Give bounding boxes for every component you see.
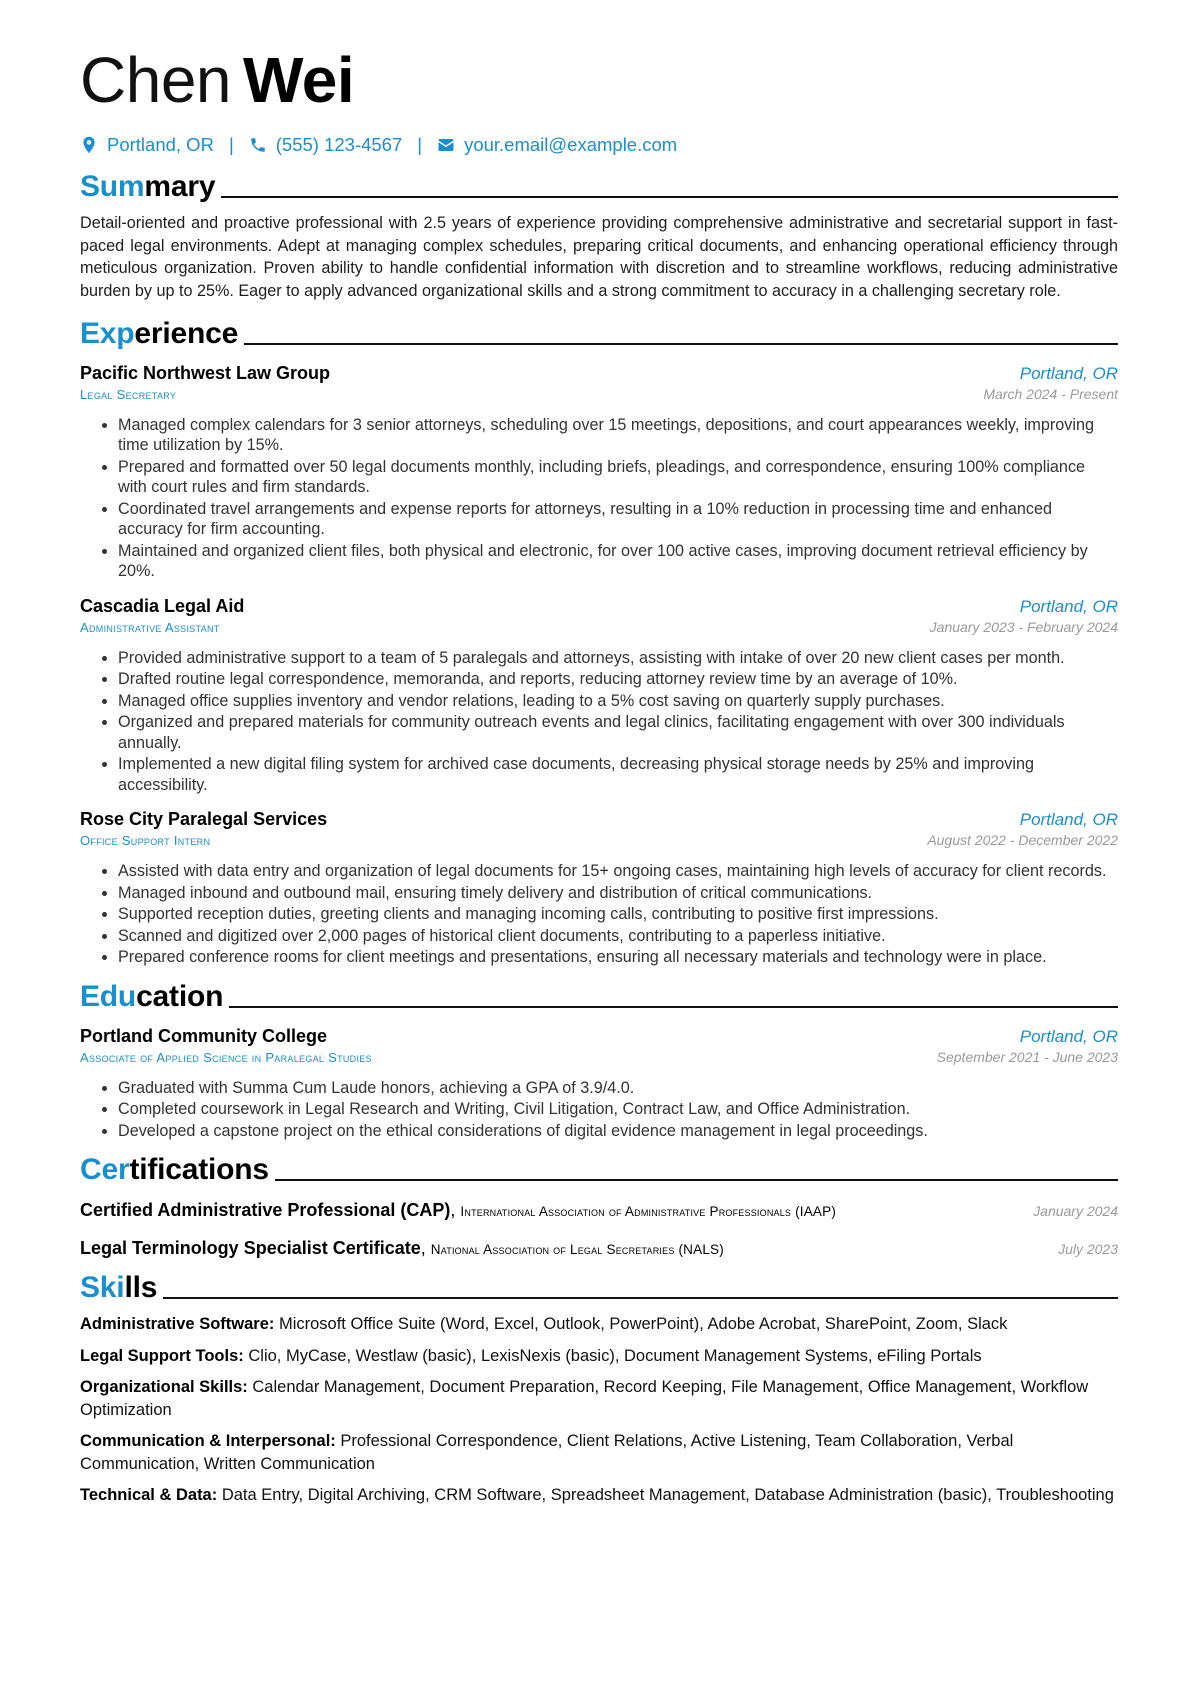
list-item: • Developed a capstone project on the ethical considerations of digital evidence management in legal proceedings. — [118, 1121, 1118, 1142]
list-item: • Managed complex calendars for 3 senior attorneys, scheduling over 15 meetings, depositions, and court appearances weekly, improving time utilization by 15%. — [118, 415, 1118, 456]
first-name: Chen — [80, 44, 231, 116]
skill-value: Microsoft Office Suite (Word, Excel, Outlook, PowerPoint), Adobe Acrobat, SharePoint, Zoom, Slack — [278, 1315, 1008, 1334]
contact-line — [80, 132, 1118, 158]
skill-value: Clio, MyCase, Westlaw (basic), LexisNexis (basic), Document Management Systems, eFiling Portals — [248, 1346, 982, 1365]
certification-issuer: National Association of Legal Secretaries (NALS) — [430, 1242, 724, 1258]
resume-page — [80, 38, 1118, 1507]
skill-row — [80, 1484, 1118, 1507]
experience-entry — [80, 809, 1118, 968]
skill-label: Legal Support Tools: — [80, 1346, 244, 1365]
experience-entry — [80, 363, 1118, 582]
section-rule — [229, 1006, 1118, 1008]
skill-label: Organizational Skills: — [80, 1378, 248, 1397]
contact-location — [80, 134, 214, 156]
contact-phone[interactable] — [249, 134, 403, 156]
entry-location: Portland, OR — [1019, 363, 1118, 383]
skills-heading: Skills — [80, 1267, 1118, 1307]
employer-name: Cascadia Legal Aid — [80, 595, 245, 616]
skill-value: Professional Correspondence, Client Relations, Active Listening, Team Collaboration, Verbal Communication, Written Communication — [80, 1432, 1014, 1473]
employer-name: Rose City Paralegal Services — [80, 809, 328, 830]
bullet-list — [80, 415, 1118, 582]
phone-icon — [249, 136, 267, 154]
certification-date: July 2023 — [1058, 1241, 1118, 1258]
phone-text: (555) 123-4567 — [275, 134, 403, 155]
envelope-icon — [437, 136, 455, 154]
certification-name: Legal Terminology Specialist Certificate — [80, 1238, 421, 1259]
certification-issuer: International Association of Administrative Professionals (IAAP) — [460, 1204, 837, 1220]
list-item: • Assisted with data entry and organization of legal documents for 15+ ongoing cases, maintaining high levels of accuracy for client records. — [118, 861, 1118, 882]
contact-separator: | — [417, 134, 423, 155]
skill-value: Data Entry, Digital Archiving, CRM Software, Spreadsheet Management, Database Administration (basic), Troubleshooting — [221, 1486, 1114, 1505]
experience-entry — [80, 596, 1118, 796]
list-item: • Maintained and organized client files, both physical and electronic, for over 100 active cases, improving document retrieval efficiency by 20%. — [118, 541, 1118, 582]
certifications-heading: Certifications — [80, 1149, 1118, 1189]
bullet-list — [80, 1078, 1118, 1142]
list-item: • Provided administrative support to a team of 5 paralegals and attorneys, assisting with intake of over 20 new client cases per month. — [118, 648, 1118, 669]
entry-location: Portland, OR — [1019, 810, 1118, 830]
section-rule — [244, 343, 1118, 345]
certification-entry: Legal Terminology Specialist Certificate, National Association of Legal Secretaries (NALS) July 2023 — [80, 1238, 1118, 1259]
list-item: • Prepared and formatted over 50 legal documents monthly, including briefs, pleadings, and correspondence, ensuring 100% compliance with court rules and firm standards. — [118, 457, 1118, 498]
experience-heading: Experience — [80, 313, 1118, 353]
list-item: • Prepared conference rooms for client meetings and presentations, ensuring all necessary materials and technology were in place. — [118, 947, 1118, 968]
entry-location: Portland, OR — [1019, 596, 1118, 616]
job-title: Administrative Assistant — [80, 619, 220, 635]
contact-email[interactable] — [437, 134, 677, 156]
location-text: Portland, OR — [107, 134, 214, 155]
certification-entry: Certified Administrative Professional (CAP), International Association of Administrative Professionals (IAAP) January 2024 — [80, 1200, 1118, 1221]
education-heading: Education — [80, 976, 1118, 1016]
list-item: • Managed inbound and outbound mail, ensuring timely delivery and distribution of critical communications. — [118, 883, 1118, 904]
last-name: Wei — [243, 44, 355, 116]
section-rule — [275, 1179, 1118, 1181]
map-pin-icon — [80, 136, 98, 154]
skill-value: Calendar Management, Document Preparation, Record Keeping, File Management, Office Management, Workflow Optimization — [80, 1378, 1089, 1419]
entry-dates: September 2021 - June 2023 — [936, 1048, 1118, 1065]
certification-date: January 2024 — [1033, 1203, 1118, 1220]
entry-location: Portland, OR — [1019, 1026, 1118, 1046]
employer-name: Pacific Northwest Law Group — [80, 362, 331, 383]
skill-row — [80, 1313, 1118, 1336]
summary-heading: Summary — [80, 166, 1118, 206]
certification-name: Certified Administrative Professional (CAP) — [80, 1200, 451, 1221]
list-item: • Completed coursework in Legal Research and Writing, Civil Litigation, Contract Law, and Office Administration. — [118, 1099, 1118, 1120]
school-name: Portland Community College — [80, 1025, 328, 1046]
section-rule — [163, 1297, 1118, 1299]
education-entry — [80, 1026, 1118, 1142]
skill-row — [80, 1345, 1118, 1368]
job-title: Office Support Intern — [80, 833, 211, 849]
entry-dates: August 2022 - December 2022 — [927, 832, 1118, 849]
list-item: • Scanned and digitized over 2,000 pages of historical client documents, contributing to a paperless initiative. — [118, 926, 1118, 947]
degree-title: Associate of Applied Science in Paralegal Studies — [80, 1049, 372, 1065]
list-item: • Managed office supplies inventory and vendor relations, leading to a 5% cost saving on quarterly supply purchases. — [118, 691, 1118, 712]
list-item: • Organized and prepared materials for community outreach events and legal clinics, facilitating engagement with over 300 individuals annually. — [118, 712, 1118, 753]
candidate-name — [80, 38, 1118, 122]
entry-dates: March 2024 - Present — [983, 385, 1118, 402]
list-item: • Coordinated travel arrangements and expense reports for attorneys, resulting in a 10% reduction in processing time and enhanced accuracy for firm accounting. — [118, 499, 1118, 540]
job-title: Legal Secretary — [80, 386, 177, 402]
skill-label: Technical & Data: — [80, 1486, 218, 1505]
list-item: • Implemented a new digital filing system for archived case documents, decreasing physical storage needs by 25% and improving accessibility. — [118, 754, 1118, 795]
list-item: • Drafted routine legal correspondence, memoranda, and reports, reducing attorney review time by an average of 10%. — [118, 669, 1118, 690]
list-item: • Supported reception duties, greeting clients and managing incoming calls, contributing to positive first impressions. — [118, 904, 1118, 925]
skill-label: Administrative Software: — [80, 1315, 275, 1334]
summary-text: Detail-oriented and proactive professional with 2.5 years of experience providing comprehensive administrative and secretarial support in fast-paced legal environments. Adept at managing complex schedules, preparing critical documents, and enhancing operational efficiency through meticulous organization. Proven ability to handle confidential information with discretion and to streamline workflows, reducing administrative burden by up to 25%. Eager to apply advanced organizational skills and a strong commitment to accuracy in a challenging secretary role. — [80, 214, 1118, 301]
contact-separator: | — [228, 134, 234, 155]
skill-row — [80, 1376, 1118, 1421]
bullet-list — [80, 648, 1118, 796]
email-link: your.email@example.com — [464, 134, 678, 155]
list-item: • Graduated with Summa Cum Laude honors, achieving a GPA of 3.9/4.0. — [118, 1078, 1118, 1099]
skill-label: Communication & Interpersonal: — [80, 1432, 336, 1451]
bullet-list — [80, 861, 1118, 968]
entry-dates: January 2023 - February 2024 — [929, 618, 1118, 635]
section-rule — [221, 196, 1118, 198]
skill-row — [80, 1430, 1118, 1475]
